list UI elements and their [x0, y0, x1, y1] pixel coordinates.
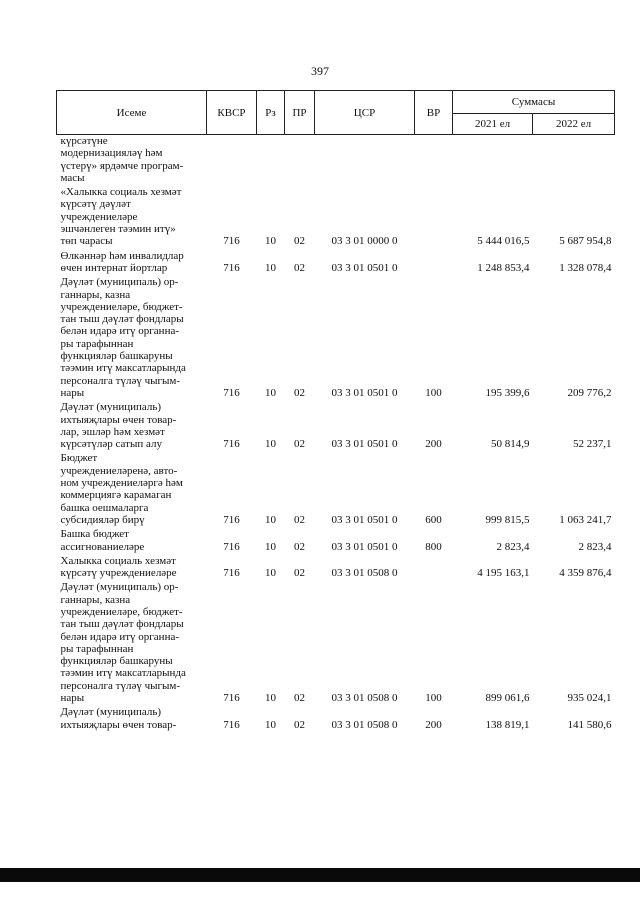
- row-sum-2022: 935 024,1: [567, 692, 612, 705]
- row-kvsr: 716: [223, 567, 240, 580]
- row-sum-2022: 52 237,1: [573, 438, 612, 451]
- header-year-2022: 2022 ел: [533, 114, 615, 135]
- row-name: [57, 401, 207, 452]
- page-number: 397: [311, 64, 329, 78]
- row-sum-2021: [453, 135, 533, 187]
- table-header: [57, 91, 615, 135]
- header-name: Исеме: [57, 91, 207, 135]
- row-pr: 02: [294, 718, 305, 731]
- row-sum-2022: 141 580,6: [567, 718, 612, 731]
- row-name-line: ры тарафыннан: [60, 642, 134, 655]
- row-kvsr: 716: [223, 540, 240, 553]
- row-sum-2022: [533, 135, 615, 187]
- row-name-line: белән идарә итү органна-: [60, 325, 179, 338]
- row-sum-2021: 899 061,6: [485, 692, 530, 705]
- row-sum-2021: 50 814,9: [491, 438, 530, 451]
- table-row: [57, 186, 615, 249]
- row-csr: 03 3 01 0501 0: [331, 438, 398, 451]
- row-name-line: субсидияләр бирү: [60, 513, 145, 526]
- row-pr: 02: [294, 438, 305, 451]
- row-kvsr: 716: [223, 261, 240, 274]
- row-vr: [415, 250, 453, 277]
- row-rz: 10: [265, 567, 276, 580]
- row-vr: 100: [425, 386, 442, 399]
- row-sum-2021: 4 195 163,1: [477, 567, 530, 580]
- row-kvsr: [207, 135, 257, 187]
- row-name-line: функцияләр башкаруны: [60, 655, 173, 668]
- row-kvsr: 716: [223, 718, 240, 731]
- row-vr: [415, 135, 453, 187]
- table-row: [57, 401, 615, 452]
- row-kvsr: 716: [223, 386, 240, 399]
- row-vr: [415, 555, 453, 582]
- row-name-line: Дәүләт (муниципаль): [60, 706, 162, 719]
- row-name-line: Дәүләт (муниципаль): [60, 401, 162, 414]
- row-sum-2021: 195 399,6: [485, 386, 530, 399]
- row-name-line: өчен интернат йортлар: [60, 261, 168, 274]
- row-pr: 02: [294, 386, 305, 399]
- row-name: [57, 186, 207, 249]
- row-vr: 200: [425, 438, 442, 451]
- row-vr: [415, 186, 453, 249]
- row-sum-2021: 2 823,4: [496, 540, 530, 553]
- header-rz: Рз: [257, 91, 285, 135]
- row-name: [57, 250, 207, 277]
- table-row: [57, 706, 615, 733]
- row-name-line: учреждениеләренә, авто-: [60, 464, 178, 477]
- row-pr: 02: [294, 235, 305, 248]
- row-rz: 10: [265, 718, 276, 731]
- row-name-line: тәэмин итү максатларында: [60, 362, 186, 375]
- scan-edge-bar: [0, 868, 640, 882]
- row-sum-2022: 5 687 954,8: [559, 235, 612, 248]
- table-row: [57, 581, 615, 706]
- row-sum-2022: 2 823,4: [578, 540, 612, 553]
- header-kvsr: КВСР: [207, 91, 257, 135]
- row-vr: 100: [425, 692, 442, 705]
- row-name: [57, 452, 207, 528]
- row-sum-2022: 1 063 241,7: [559, 513, 612, 526]
- row-name-line: күрсәтү учреждениеләре: [60, 567, 177, 580]
- row-name-line: төп чарасы: [60, 235, 113, 248]
- row-name-line: ганнары, казна: [60, 593, 131, 606]
- row-name-line: учреждениеләре, бюджет-: [60, 605, 183, 618]
- row-pr: 02: [294, 261, 305, 274]
- row-name-line: «Халыкка социаль хезмәт: [60, 186, 182, 199]
- row-sum-2021: 5 444 016,5: [477, 235, 530, 248]
- row-vr: 800: [425, 540, 442, 553]
- row-pr: 02: [294, 567, 305, 580]
- row-name-line: коммерциягә карамаган: [60, 489, 172, 502]
- row-name-line: персоналга түләү чыгым-: [60, 374, 181, 387]
- row-name-line: башка оешмаларга: [60, 501, 149, 514]
- row-sum-2022: 209 776,2: [567, 386, 612, 399]
- row-name-line: ры тарафыннан: [60, 337, 134, 350]
- header-csr: ЦСР: [315, 91, 415, 135]
- row-name: [57, 555, 207, 582]
- row-kvsr: 716: [223, 692, 240, 705]
- table-row: [57, 452, 615, 528]
- header-sums: Суммасы: [453, 91, 615, 114]
- row-name-line: ихтыяҗлары өчен товар-: [60, 413, 177, 426]
- row-csr: 03 3 01 0501 0: [331, 540, 398, 553]
- row-name-line: Дәүләт (муниципаль) ор-: [60, 581, 179, 594]
- row-name-line: эшчәнлеген тәэмин итү»: [60, 223, 176, 236]
- row-name-line: күрсәтүне: [60, 135, 108, 147]
- row-name-line: тәэмин итү максатларында: [60, 667, 186, 680]
- row-name: [57, 528, 207, 555]
- row-csr: [315, 135, 415, 187]
- row-name-line: лар, эшләр һәм хезмәт: [60, 425, 165, 438]
- row-name-line: персоналга түләү чыгым-: [60, 679, 181, 692]
- row-name: [57, 706, 207, 733]
- row-csr: 03 3 01 0000 0: [331, 235, 398, 248]
- row-rz: 10: [265, 692, 276, 705]
- row-name-line: тан тыш дәүләт фондлары: [60, 313, 184, 326]
- row-sum-2021: 999 815,5: [485, 513, 530, 526]
- row-name-line: функцияләр башкаруны: [60, 350, 173, 363]
- row-rz: 10: [265, 513, 276, 526]
- row-name-line: нары: [60, 386, 85, 399]
- header-pr: ПР: [285, 91, 315, 135]
- row-name-line: ихтыяҗлары өчен товар-: [60, 718, 177, 731]
- row-name: [57, 135, 207, 187]
- row-name-line: масы: [60, 171, 85, 184]
- row-name-line: ганнары, казна: [60, 288, 131, 301]
- row-kvsr: 716: [223, 513, 240, 526]
- header-year-2021: 2021 ел: [453, 114, 533, 135]
- row-csr: 03 3 01 0508 0: [331, 718, 398, 731]
- row-vr: 200: [425, 718, 442, 731]
- row-name-line: ассигнованиеләре: [60, 540, 145, 553]
- table-row: [57, 250, 615, 277]
- row-name-line: белән идарә итү органна-: [60, 630, 179, 643]
- row-name-line: Халыкка социаль хезмәт: [60, 554, 176, 567]
- row-kvsr: 716: [223, 438, 240, 451]
- row-rz: 10: [265, 235, 276, 248]
- row-pr: 02: [294, 513, 305, 526]
- table-row: [57, 528, 615, 555]
- row-pr: [285, 135, 315, 187]
- row-name-line: күрсәтү дәүләт: [60, 198, 131, 211]
- row-name-line: ном учреждениеләргә һәм: [60, 477, 183, 490]
- row-name-line: учреждениеләре, бюджет-: [60, 300, 183, 313]
- row-sum-2021: 1 248 853,4: [477, 261, 530, 274]
- row-sum-2022: 4 359 876,4: [559, 567, 612, 580]
- row-rz: 10: [265, 386, 276, 399]
- row-rz: 10: [265, 438, 276, 451]
- row-name: [57, 581, 207, 706]
- row-rz: 10: [265, 261, 276, 274]
- row-name-line: Бюджет: [60, 452, 98, 465]
- table-row: [57, 276, 615, 401]
- table-row: [57, 555, 615, 582]
- row-rz: 10: [265, 540, 276, 553]
- row-rz: [257, 135, 285, 187]
- row-name-line: күрсәтүләр сатып алу: [60, 438, 162, 451]
- row-name-line: тан тыш дәүләт фондлары: [60, 618, 184, 631]
- table-row: [57, 135, 615, 187]
- row-pr: 02: [294, 540, 305, 553]
- row-csr: 03 3 01 0508 0: [331, 692, 398, 705]
- row-name-line: модернизацияләү һәм: [60, 147, 163, 160]
- row-pr: 02: [294, 692, 305, 705]
- row-name-line: Дәүләт (муниципаль) ор-: [60, 276, 179, 289]
- row-sum-2021: 138 819,1: [485, 718, 530, 731]
- row-csr: 03 3 01 0501 0: [331, 513, 398, 526]
- row-vr: 600: [425, 513, 442, 526]
- row-name-line: үстерү» ярдәмче програм-: [60, 159, 184, 172]
- row-kvsr: 716: [223, 235, 240, 248]
- row-name-line: нары: [60, 692, 85, 705]
- row-name: [57, 276, 207, 401]
- header-vr: ВР: [415, 91, 453, 135]
- row-name-line: учреждениеләре: [60, 210, 138, 223]
- budget-table: [56, 90, 615, 733]
- row-sum-2022: 1 328 078,4: [559, 261, 612, 274]
- row-name-line: Башка бюджет: [60, 528, 129, 541]
- table-body: [57, 135, 615, 733]
- row-csr: 03 3 01 0501 0: [331, 386, 398, 399]
- row-csr: 03 3 01 0501 0: [331, 261, 398, 274]
- row-csr: 03 3 01 0508 0: [331, 567, 398, 580]
- row-name-line: Өлкәннәр һәм инвалидлар: [60, 249, 184, 262]
